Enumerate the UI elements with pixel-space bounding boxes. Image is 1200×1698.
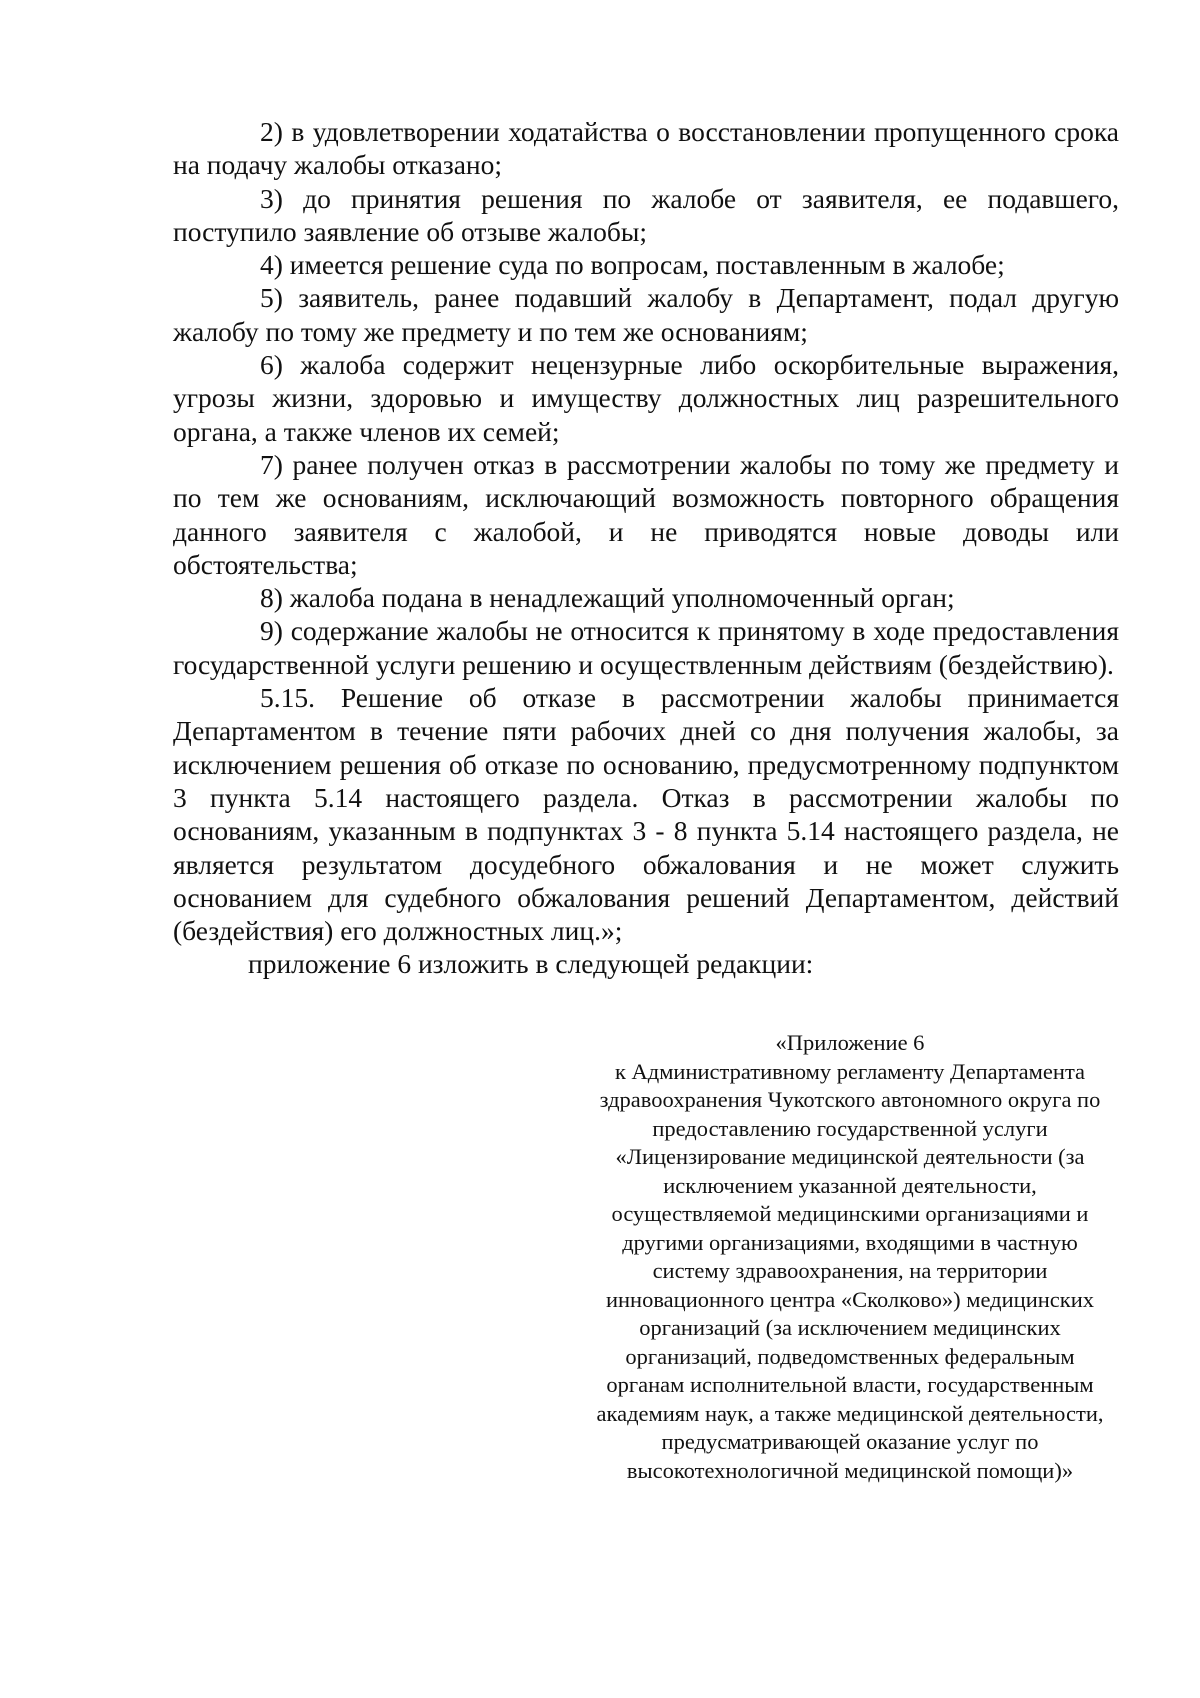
annex-line: органам исполнительной власти, государственным — [606, 1372, 1094, 1397]
paragraph-section-5-15: 5.15. Решение об отказе в рассмотрении жалобы принимается Департаментом в течение пяти рабочих дней со дня получения жалобы, за исключением решения об отказе по основанию, предусмотренному подпунктом 3 пункта 5.14 настоящего раздела. Отказ в рассмотрении жалобы по основаниям, указанным в подпунктах 3 - 8 пункта 5.14 настоящего раздела, не является результатом досудебного обжалования и не может служить основанием для судебного обжалования решений Департаментом, действий (бездействия) его должностных лиц.»; — [173, 682, 1119, 947]
annex-line: «Приложение 6 — [775, 1030, 925, 1055]
annex-line: организаций, подведомственных федеральным — [625, 1343, 1075, 1369]
document-body — [173, 115, 1119, 981]
paragraph-item-4: 4) имеется решение суда по вопросам, поставленным в жалобе; — [260, 249, 1005, 281]
annex-line: здравоохранения Чукотского автономного округа по — [599, 1087, 1101, 1112]
annex-line: «Лицензирование медицинской деятельности (за — [615, 1144, 1085, 1169]
annex-line: инновационного центра «Сколково») медицинских — [605, 1286, 1095, 1312]
annex-header-block — [565, 1029, 1135, 1485]
paragraph-item-8: 8) жалоба подана в ненадлежащий уполномоченный орган; — [260, 582, 955, 614]
annex-line: исключением указанной деятельности, — [663, 1172, 1037, 1198]
annex-line: другими организациями, входящими в частную — [622, 1229, 1078, 1255]
paragraph-item-2: 2) в удовлетворении ходатайства о восстановлении пропущенного срока на подачу жалобы отказано; — [173, 116, 1119, 181]
annex-line: высокотехнологичной медицинской помощи)» — [626, 1457, 1074, 1483]
annex-line: предусматривающей оказание услуг по — [661, 1429, 1039, 1454]
paragraph-item-5: 5) заявитель, ранее подавший жалобу в Департамент, подал другую жалобу по тому же предмету и по тем же основаниям; — [173, 282, 1119, 347]
paragraph-item-9: 9) содержание жалобы не относится к принятому в ходе предоставления государственной услуги решению и осуществленным действиям (бездействию). — [173, 615, 1119, 680]
paragraph-item-6: 6) жалоба содержит нецензурные либо оскорбительные выражения, угрозы жизни, здоровью и имуществу должностных лиц разрешительного органа, а также членов их семей; — [173, 349, 1119, 447]
annex-line: академиям наук, а также медицинской деятельности, — [596, 1400, 1104, 1426]
annex-line: осуществляемой медицинскими организациями и — [611, 1201, 1089, 1226]
annex-line: предоставлению государственной услуги — [652, 1115, 1048, 1141]
annex-line: к Административному регламенту Департамента — [614, 1058, 1086, 1084]
annex-line: организаций (за исключением медицинских — [639, 1315, 1061, 1340]
annex-line: систему здравоохранения, на территории — [652, 1258, 1048, 1283]
paragraph-annex-intro: приложение 6 изложить в следующей редакции: — [248, 948, 814, 980]
paragraph-item-7: 7) ранее получен отказ в рассмотрении жалобы по тому же предмету и по тем же основаниям, исключающий возможность повторного обращения данного заявителя с жалобой, и не приводятся новые доводы или обстоятельства; — [173, 448, 1119, 580]
paragraph-item-3: 3) до принятия решения по жалобе от заявителя, ее подавшего, поступило заявление об отзыве жалобы; — [173, 182, 1119, 247]
